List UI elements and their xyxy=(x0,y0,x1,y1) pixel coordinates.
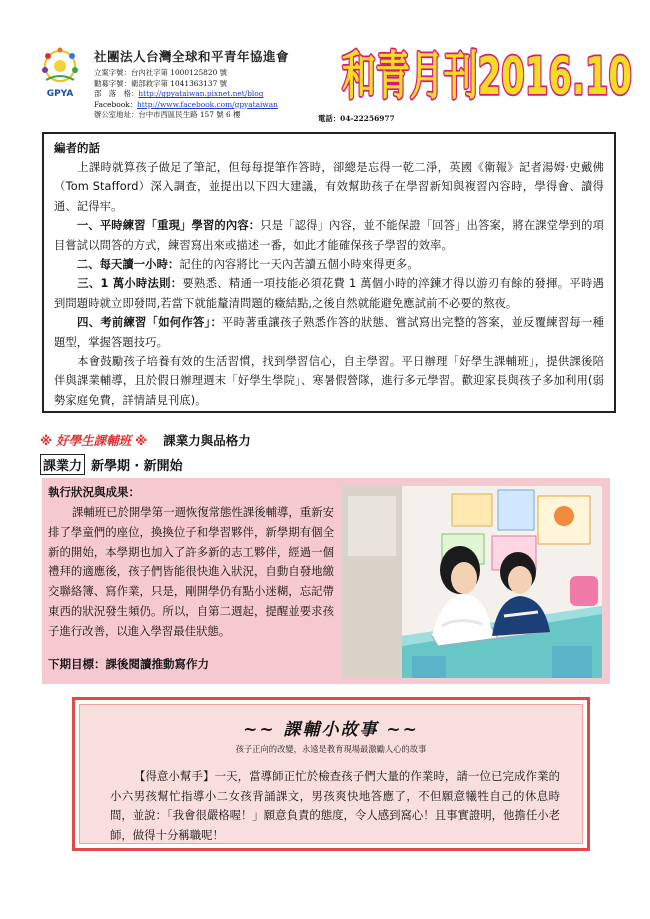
story-title: ~~ 課輔小故事 ~~ xyxy=(243,720,419,740)
editor-note-box xyxy=(42,132,616,413)
masthead-text: 和青月刊2016.10 xyxy=(342,47,632,107)
section-marker-left: ※ xyxy=(40,433,53,448)
section-title: 好學生課輔班 xyxy=(56,433,132,448)
story-body: 【得意小幫手】一天，當導師正忙於檢查孩子們大量的作業時，請一位已完成作業的小六男孩幫忙指導小二女孩背誦課文，男孩爽快地答應了，不但願意犧牲自己的休息時間，並說：「我會很嚴格喔！」願意負責的態度，令人感到窩心！且事實證明，他擔任小老師，做得十分稱職呢！ xyxy=(110,769,560,842)
progress-panel xyxy=(42,478,610,684)
story-inner xyxy=(79,704,583,844)
editor-note-title: 編者的話 xyxy=(54,141,100,155)
facebook-line: Facebook：http://www.facebook.com/gpyataiwan xyxy=(94,99,278,109)
subsection-heading xyxy=(40,454,183,474)
editor-paragraph-closing: 本會鼓勵孩子培養有效的生活習慣，找到學習信心，自主學習。平日辦理「好學生課輔班」，提供課後陪伴與課業輔導，且於假日辦理週末「好學生學院」、寒暑假營隊，進行多元學習。歡迎家長與孩子多加利用(弱勢家庭免費，詳情請見刊底)。 xyxy=(54,355,604,407)
blog-link[interactable]: http://gpyataiwan.pixnet.net/blog xyxy=(138,89,264,99)
masthead-title xyxy=(338,34,638,108)
fundraising-number: 勸募字號：衛部救字第 1041363137 號 xyxy=(94,78,228,88)
gpya-logo xyxy=(36,44,84,100)
next-goal: 下期目標：課後閱讀推動寫作力 xyxy=(48,657,209,671)
facebook-link[interactable]: http://www.facebook.com/gpyataiwan xyxy=(137,99,278,109)
subsection-title: 新學期 ‧ 新開始 xyxy=(91,458,183,474)
subsection-tag: 課業力 xyxy=(40,454,85,475)
editor-tip-3: 三、1 萬小時法則：要熟悉、精通一項技能必須花費 1 萬個小時的淬鍊才得以游刃有餘的發揮。平時遇到問題時就立即發問,若當下就能釐清問題的癥結點,之後自然就能避免應試前不必要的熬夜。 xyxy=(54,277,604,310)
editor-tip-4: 四、考前練習「如何作答」：平時著重讓孩子熟悉作答的狀態、嘗試寫出完整的答案，並反覆練習每一種題型，掌握答題技巧。 xyxy=(54,316,604,349)
logo-text: GPYA xyxy=(46,89,74,99)
editor-tip-2: 二、每天讀一小時：記住的內容將比一天內苦讀五個小時來得更多。 xyxy=(54,258,419,272)
phone-number: 電話：04-22256977 xyxy=(318,114,395,123)
progress-title: 執行狀況與成果： xyxy=(48,485,140,499)
editor-paragraph-intro: 上課時就算孩子做足了筆記，但每每提筆作答時，卻總是忘得一乾二淨，英國《衛報》記者湯姆‧史戴佛（Tom Stafford）深入調查，並提出以下四大建議，有效幫助孩子在學習新知與複習內容時，學得會、讀得通、記得牢。 xyxy=(54,161,604,213)
story-subtitle: 孩子正向的改變，永遠是教育現場最激勵人心的故事 xyxy=(235,744,427,754)
org-name: 社團法人台灣全球和平青年協進會 xyxy=(94,49,290,64)
blog-line: 部 落 格：http://gpyataiwan.pixnet.net/blog xyxy=(94,89,264,99)
section-heading xyxy=(40,431,251,449)
section-marker-right: ※ xyxy=(135,433,148,448)
editor-tip-1: 一、平時練習「重現」學習的內容：只是「認得」內容，並不能保證「回答」出答案，將在課堂學到的項目嘗試以問答的方式，練習寫出來或描述一番，如此才能確保孩子學習的效率。 xyxy=(54,219,604,252)
progress-body: 課輔班已於開學第一週恢復常態性課後輔導，重新安排了學童們的座位，換換位子和學習夥伴，新學期有個全新的開始，本學期也加入了許多新的志工夥伴，經過一個禮拜的適應後，孩子們皆能很快進入狀況，自動自發地繳交聯絡簿、寫作業，只是，剛開學仍有點小迷糊，忘記帶東西的狀況發生頻仍。所以，自第二週起，提醒並要求孩子進行改善，以進入學習最佳狀態。 xyxy=(48,505,334,638)
progress-text xyxy=(48,484,334,642)
section-subtitle: 課業力與品格力 xyxy=(163,433,251,448)
classroom-photo xyxy=(342,486,602,678)
story-box xyxy=(72,697,590,851)
office-address: 辦公室地址：台中市西區民生路 157 號 6 樓 xyxy=(94,110,241,120)
registration-number: 立案字號：台內社字第 1000125820 號 xyxy=(94,68,228,77)
